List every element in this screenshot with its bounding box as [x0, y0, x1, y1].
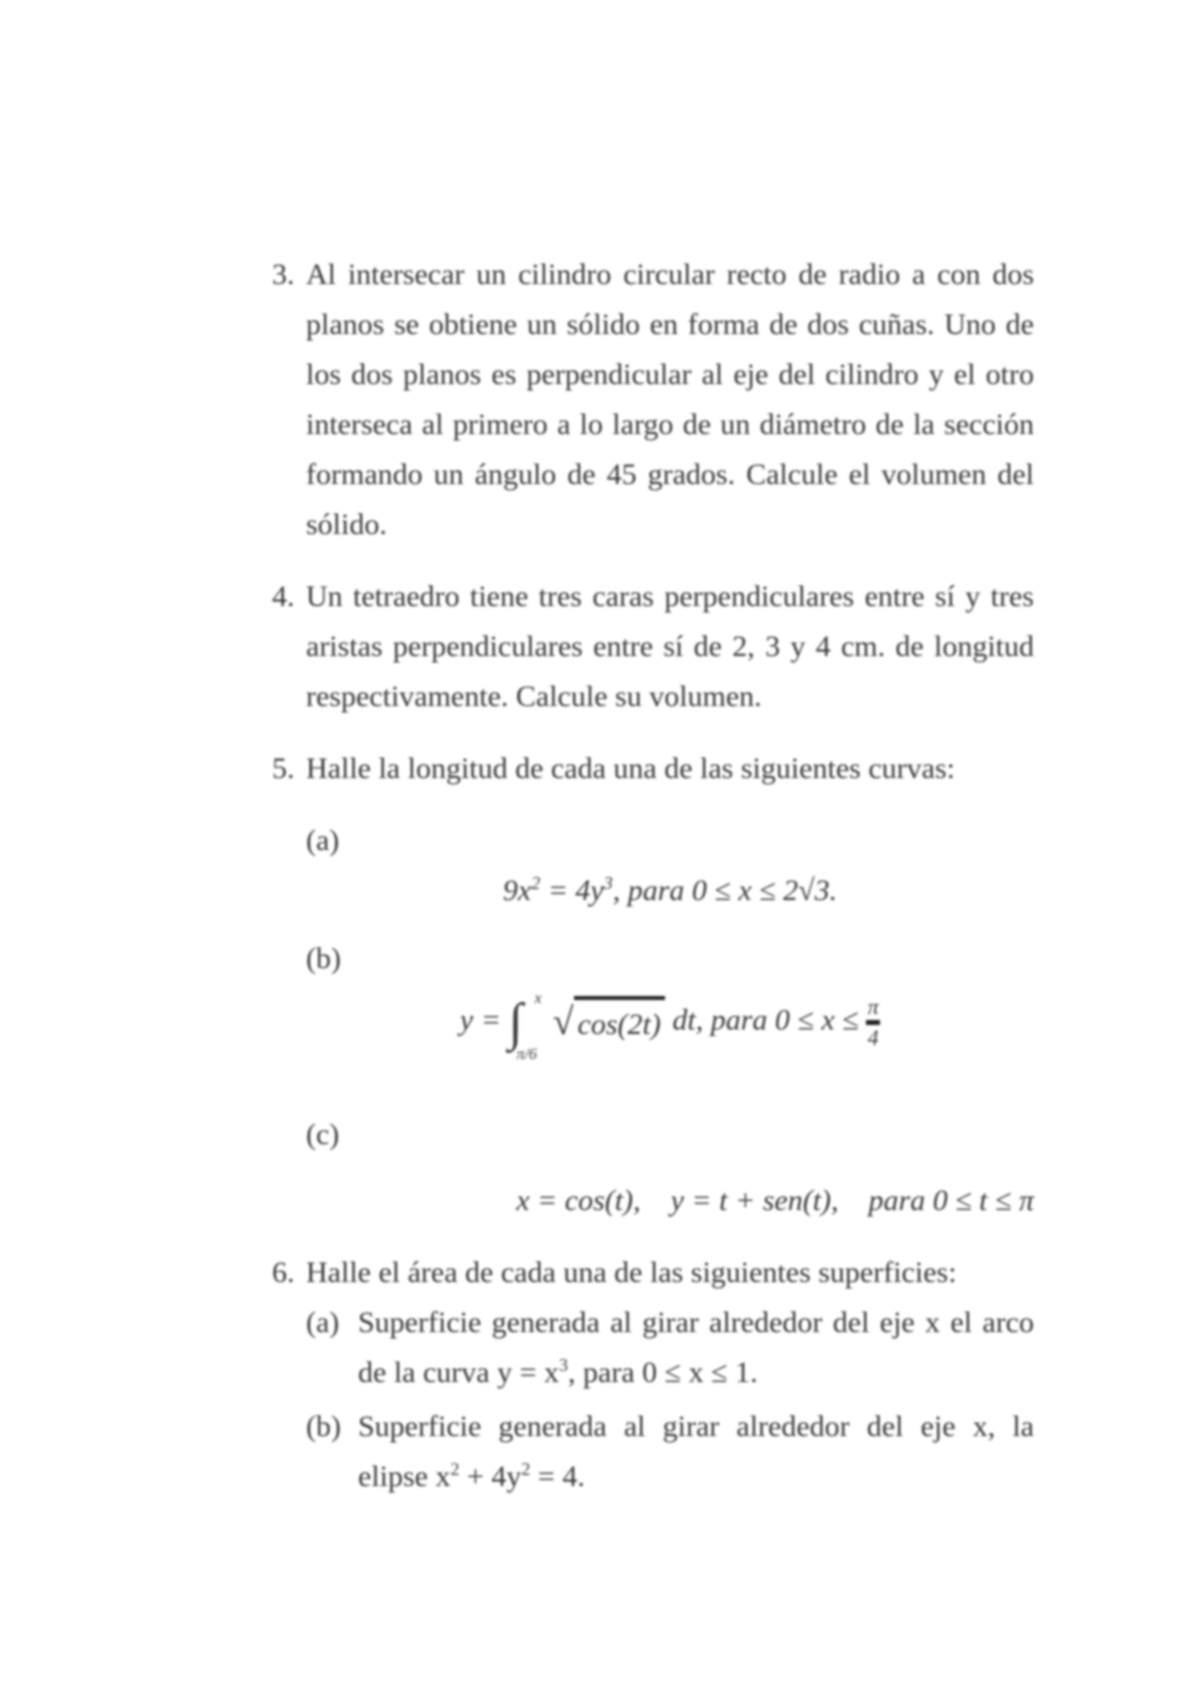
subitems-list — [306, 1298, 1034, 1502]
integral-sign — [508, 989, 542, 1063]
fraction-numerator: π — [867, 994, 879, 1019]
item-label: (b) — [306, 1410, 341, 1443]
problem-number: 6. — [272, 1256, 295, 1289]
item-text-before: Superficie generada al girar alrededor del eje x, la elipse x — [358, 1410, 1034, 1493]
part-b-label: (b) — [306, 942, 341, 975]
square-root — [553, 995, 665, 1049]
formula-b-lhs: y = — [459, 1003, 509, 1037]
problem-4 — [272, 572, 1034, 722]
item-label: (a) — [306, 1306, 340, 1339]
sqrt-sign: √ — [552, 1001, 574, 1044]
problem-number: 3. — [272, 258, 295, 291]
document-page — [272, 250, 1034, 1524]
fraction-denominator: 4 — [867, 1025, 879, 1050]
formula-a-mid: = 4y — [540, 874, 604, 907]
formula-b-rest: dt, para 0 ≤ x ≤ — [672, 1003, 867, 1037]
integral-upper-limit: x — [534, 989, 542, 1007]
problem-number: 4. — [272, 580, 295, 613]
radicand: cos(2t) — [574, 996, 665, 1050]
formula-c: x = cos(t), y = t + sen(t), para 0 ≤ t ≤ π — [516, 1184, 1034, 1217]
formula-a-lhs: 9x — [502, 874, 532, 907]
list-item — [306, 1402, 1034, 1502]
item-text-after: , para 0 ≤ x ≤ 1. — [568, 1356, 758, 1389]
problem-text: Halle el área de cada una de las siguientes superficies: — [306, 1256, 957, 1289]
part-a-label: (a) — [306, 824, 340, 857]
problem-text: Halle la longitud de cada una de las siguientes curvas: — [306, 752, 955, 785]
fraction — [866, 994, 880, 1051]
item-superscript: 3 — [559, 1355, 569, 1375]
item-text-mid: + 4y — [459, 1460, 522, 1493]
formula-a-exp2: 3 — [603, 873, 613, 893]
item-superscript: 2 — [450, 1459, 460, 1479]
item-text-before: Superficie generada al girar alrededor del eje x el arco de la curva y = x — [358, 1306, 1034, 1389]
problem-text: Un tetraedro tiene tres caras perpendiculares entre sí y tres aristas perpendiculares entre sí de 2, 3 y 4 cm. de longitud respectivamente. Calcule su volumen. — [306, 580, 1034, 713]
problem-number: 5. — [272, 752, 295, 785]
problem-6 — [272, 1248, 1034, 1502]
item-superscript-2: 2 — [521, 1459, 531, 1479]
integral-symbol: ∫ — [508, 993, 523, 1051]
formula-b — [306, 989, 1034, 1090]
formula-a — [306, 866, 1034, 916]
problem-text: Al intersecar un cilindro circular recto de radio a con dos planos se obtiene un sólido en forma de dos cuñas. Uno de los dos planos es perpendicular al eje del cilindro y el otro interseca al primero a lo largo de un diámetro de la sección formando un ángulo de 45 grados. Calcule el volumen del sólido. — [306, 258, 1034, 541]
formula-a-exp1: 2 — [531, 873, 541, 893]
item-text-after: = 4. — [530, 1460, 585, 1493]
problem-3 — [272, 250, 1034, 550]
list-item — [306, 1298, 1034, 1398]
integral-lower-limit: π/6 — [516, 1045, 537, 1063]
formula-a-rest: , para 0 ≤ x ≤ 2√3. — [612, 874, 838, 907]
problem-5 — [272, 744, 1034, 794]
part-c-label: (c) — [306, 1118, 340, 1151]
